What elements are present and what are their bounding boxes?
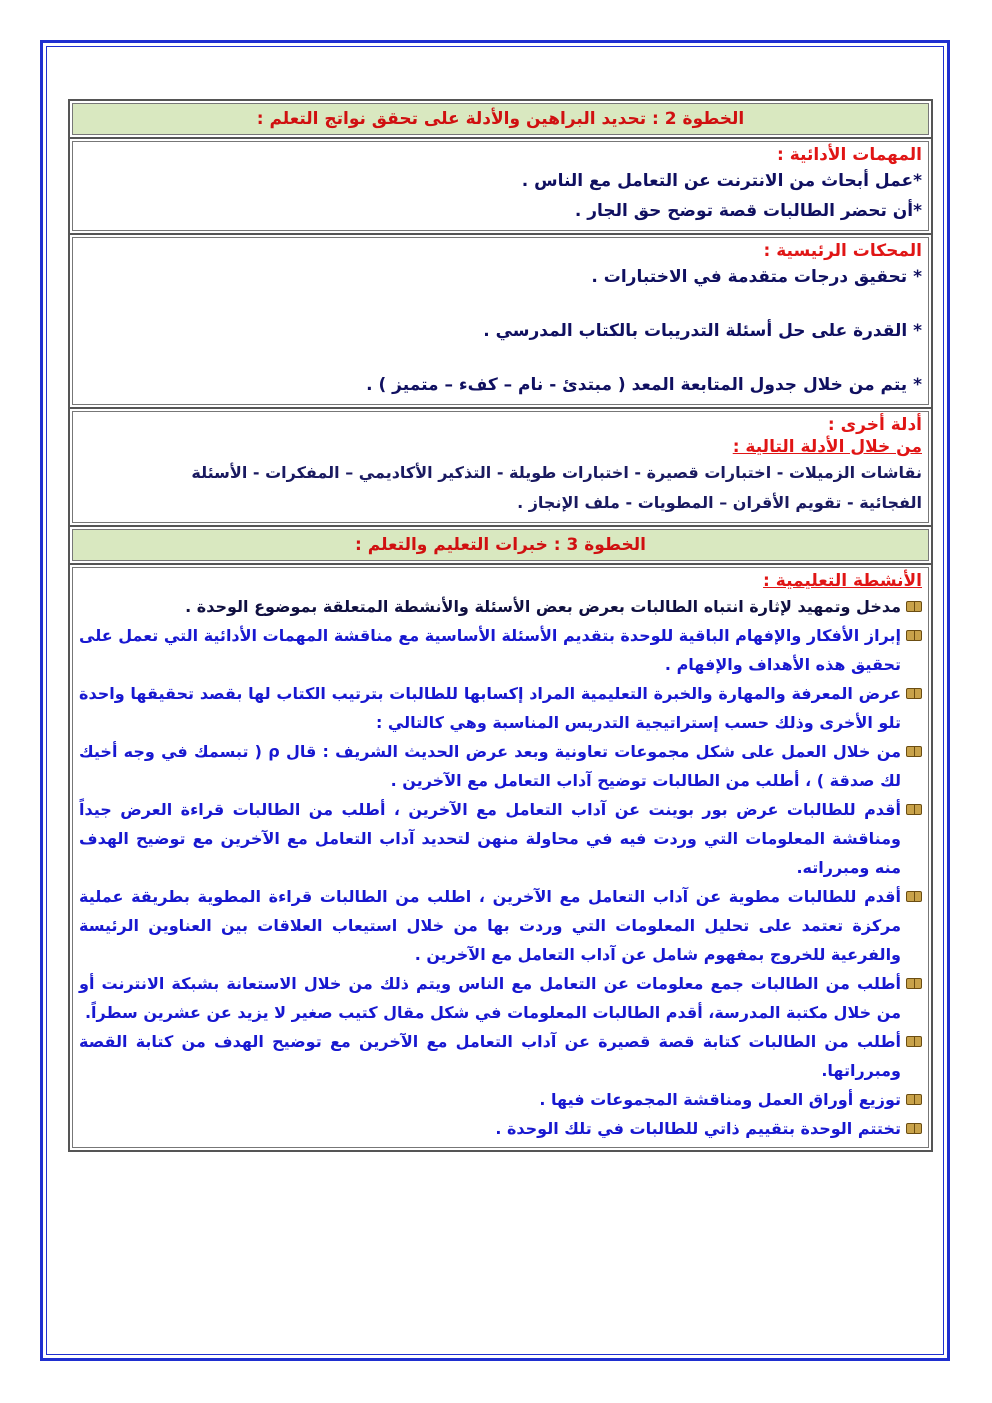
criteria-title: المحكات الرئيسية : xyxy=(763,241,922,261)
activity-text: أطلب من الطالبات كتابة قصة قصيرة عن آداب التعامل مع الآخرين مع توضيح الهدف من كتابة القصة ومبرراتها. xyxy=(79,1032,901,1080)
activity-item xyxy=(79,882,922,969)
activity-text: أقدم للطالبات مطوية عن آداب التعامل مع الآخرين ، اطلب من الطالبات قراءة المطوية بطريقة عملية مركزة تعتمد على تحليل المعلومات التي وردت بها من خلال استيعاب العلاقات بين العناوين الرئيسة والفرعية للخروج بمفهوم شامل عن آداب التعامل مع الآخرين . xyxy=(79,887,901,964)
activity-item xyxy=(79,1114,922,1143)
activity-text: تختتم الوحدة بتقييم ذاتي للطالبات في تلك الوحدة . xyxy=(495,1119,901,1138)
book-icon xyxy=(904,601,922,613)
activity-text: توزيع أوراق العمل ومناقشة المجموعات فيها . xyxy=(539,1090,901,1109)
activity-item xyxy=(79,1085,922,1114)
criteria-item: * القدرة على حل أسئلة التدريبات بالكتاب المدرسي . xyxy=(483,321,922,341)
activity-item xyxy=(79,621,922,679)
activity-item xyxy=(79,795,922,882)
activity-item xyxy=(79,969,922,1027)
activity-text: إبراز الأفكار والإفهام الباقية للوحدة بتقديم الأسئلة الأساسية مع مناقشة المهمات الأدائية التي تعمل على تحقيق هذه الأهداف والإفهام . xyxy=(79,626,901,674)
criteria-section xyxy=(70,237,931,409)
step3-heading: الخطوة 3 : خبرات التعليم والتعلم : xyxy=(72,529,929,561)
activity-item xyxy=(79,592,922,621)
other-evidence-section xyxy=(70,411,931,527)
activities-section xyxy=(70,567,931,1148)
book-icon xyxy=(904,891,922,903)
book-icon xyxy=(904,1036,922,1048)
activities-title: الأنشطة التعليمية : xyxy=(763,571,922,591)
book-icon xyxy=(904,746,922,758)
step2-heading-row xyxy=(70,103,931,139)
other-evidence-line: نقاشات الزميلات - اختبارات قصيرة - اختبارات طويلة - التذكير الأكاديمي – المفكرات - الأسئلة xyxy=(191,463,922,482)
activity-item xyxy=(79,679,922,737)
other-evidence-line: الفجائية - تقويم الأقران – المطويات - ملف الإنجاز . xyxy=(517,493,922,512)
performance-tasks-section xyxy=(70,141,931,235)
book-icon xyxy=(904,630,922,642)
criteria-item: * تحقيق درجات متقدمة في الاختبارات . xyxy=(591,267,922,287)
book-icon xyxy=(904,1094,922,1106)
activity-text: عرض المعرفة والمهارة والخبرة التعليمية المراد إكسابها للطالبات بترتيب الكتاب لها بقصد تحقيقها واحدة تلو الأخرى وذلك حسب إستراتيجية التدريس المناسبة وهي كالتالي : xyxy=(79,684,901,732)
activity-text: أقدم للطالبات عرض بور بوينت عن آداب التعامل مع الآخرين ، أطلب من الطالبات قراءة العرض جيداً ومناقشة المعلومات التي وردت فيه في محاولة منهن لتحديد آداب التعامل مع الآخرين مع توضيح الهدف منه ومبرراته. xyxy=(79,800,901,877)
book-icon xyxy=(904,978,922,990)
book-icon xyxy=(904,804,922,816)
activity-text: مدخل وتمهيد لإثارة انتباه الطالبات بعرض بعض الأسئلة والأنشطة المتعلقة بموضوع الوحدة . xyxy=(185,597,901,616)
lesson-plan-table xyxy=(68,99,933,1152)
book-icon xyxy=(904,688,922,700)
step3-heading-row xyxy=(70,529,931,565)
step2-heading: الخطوة 2 : تحديد البراهين والأدلة على تحقق نواتج التعلم : xyxy=(72,103,929,135)
performance-task-item: *أن تحضر الطالبات قصة توضح حق الجار . xyxy=(574,201,922,221)
performance-tasks-title: المهمات الأدائية : xyxy=(777,145,922,165)
activity-item xyxy=(79,737,922,795)
activity-text: أطلب من الطالبات جمع معلومات عن التعامل مع الناس ويتم ذلك من خلال الاستعانة بشبكة الانترنت أو من خلال مكتبة المدرسة، أقدم الطالبات المعلومات في شكل مقال كتيب صغير لا يزيد عن عشرين سطراً. xyxy=(79,974,901,1022)
other-evidence-title: أدلة أخرى : xyxy=(827,415,922,435)
performance-task-item: *عمل أبحاث من الانترنت عن التعامل مع الناس . xyxy=(521,171,922,191)
activity-text: من خلال العمل على شكل مجموعات تعاونية وبعد عرض الحديث الشريف : قال ρ ( تبسمك في وجه أخيك لك صدقة ) ، أطلب من الطالبات توضيح آداب التعامل مع الآخرين . xyxy=(79,742,902,790)
criteria-item: * يتم من خلال جدول المتابعة المعد ( مبتدئ - نام – كفء – متميز ) . xyxy=(366,375,922,395)
other-evidence-subtitle: من خلال الأدلة التالية : xyxy=(732,437,922,457)
book-icon xyxy=(904,1123,922,1135)
activity-item xyxy=(79,1027,922,1085)
